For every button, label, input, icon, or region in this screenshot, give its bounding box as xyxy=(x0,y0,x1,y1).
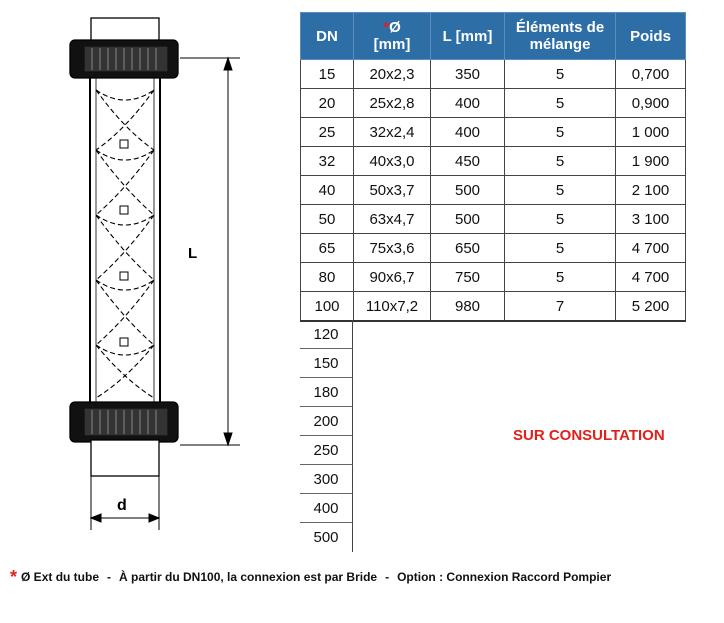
cell-length: 450 xyxy=(431,147,505,176)
cell-weight: 5 200 xyxy=(616,292,686,322)
cell-dn: 32 xyxy=(301,147,354,176)
cell-diameter: 50x3,7 xyxy=(354,176,431,205)
cell-elements: 5 xyxy=(505,234,616,263)
consultation-note: SUR CONSULTATION xyxy=(513,427,665,444)
table-row xyxy=(301,118,686,147)
cell-length: 500 xyxy=(431,205,505,234)
cell-elements: 5 xyxy=(505,89,616,118)
cell-length: 350 xyxy=(431,60,505,89)
cell-elements: 7 xyxy=(505,292,616,322)
cell-length: 750 xyxy=(431,263,505,292)
cell-dn: 20 xyxy=(301,89,354,118)
cell-diameter: 63x4,7 xyxy=(354,205,431,234)
cell-diameter: 75x3,6 xyxy=(354,234,431,263)
header-elements-line1: Éléments de xyxy=(515,19,605,36)
cell-elements: 5 xyxy=(505,263,616,292)
cell-length: 400 xyxy=(431,89,505,118)
cell-diameter: 40x3,0 xyxy=(354,147,431,176)
table-row xyxy=(301,176,686,205)
cell-diameter: 20x2,3 xyxy=(354,60,431,89)
cell-dn: 40 xyxy=(301,176,354,205)
header-weight: Poids xyxy=(616,13,686,60)
cell-length: 500 xyxy=(431,176,505,205)
cell-length: 400 xyxy=(431,118,505,147)
cell-elements: 5 xyxy=(505,60,616,89)
table-row xyxy=(301,60,686,89)
table-row xyxy=(301,205,686,234)
header-elements xyxy=(505,13,616,60)
cell-elements: 5 xyxy=(505,118,616,147)
header-diameter-star: * xyxy=(383,19,390,36)
header-row xyxy=(301,13,686,60)
cell-weight: 1 000 xyxy=(616,118,686,147)
table-row xyxy=(301,292,686,322)
list-item: 200 xyxy=(300,407,353,436)
list-item: 250 xyxy=(300,436,353,465)
cell-dn: 65 xyxy=(301,234,354,263)
footnote-part1: Ø Ext du tube xyxy=(21,570,100,584)
cell-dn: 100 xyxy=(301,292,354,322)
extra-dn-list xyxy=(300,320,353,552)
cell-dn: 50 xyxy=(301,205,354,234)
table-row xyxy=(301,263,686,292)
diameter-label: d xyxy=(117,497,127,514)
list-item: 300 xyxy=(300,465,353,494)
header-diameter-unit: [mm] xyxy=(373,36,411,53)
mixer-drawing xyxy=(0,0,300,560)
list-item: 150 xyxy=(300,349,353,378)
cell-elements: 5 xyxy=(505,205,616,234)
cell-weight: 0,900 xyxy=(616,89,686,118)
cell-length: 980 xyxy=(431,292,505,322)
footnote-part2: À partir du DN100, la connexion est par Bride xyxy=(119,570,378,584)
cell-diameter: 90x6,7 xyxy=(354,263,431,292)
header-length: L [mm] xyxy=(431,13,505,60)
cell-weight: 3 100 xyxy=(616,205,686,234)
cell-dn: 15 xyxy=(301,60,354,89)
spec-table xyxy=(300,12,686,322)
footnote xyxy=(10,565,611,586)
list-item: 120 xyxy=(300,320,353,349)
cell-elements: 5 xyxy=(505,176,616,205)
cell-diameter: 110x7,2 xyxy=(354,292,431,322)
list-item: 180 xyxy=(300,378,353,407)
list-item: 400 xyxy=(300,494,353,523)
footnote-separator: - xyxy=(385,570,390,584)
header-elements-line2: mélange xyxy=(529,36,591,53)
cell-weight: 4 700 xyxy=(616,263,686,292)
table-row xyxy=(301,234,686,263)
cell-diameter: 32x2,4 xyxy=(354,118,431,147)
table-row xyxy=(301,147,686,176)
cell-weight: 0,700 xyxy=(616,60,686,89)
footnote-star: * xyxy=(10,567,18,587)
header-diameter xyxy=(354,13,431,60)
cell-weight: 4 700 xyxy=(616,234,686,263)
footnote-separator: - xyxy=(107,570,112,584)
cell-weight: 2 100 xyxy=(616,176,686,205)
list-item: 500 xyxy=(300,523,353,552)
cell-dn: 25 xyxy=(301,118,354,147)
cell-weight: 1 900 xyxy=(616,147,686,176)
header-dn: DN xyxy=(301,13,354,60)
cell-diameter: 25x2,8 xyxy=(354,89,431,118)
cell-elements: 5 xyxy=(505,147,616,176)
table-row xyxy=(301,89,686,118)
cell-length: 650 xyxy=(431,234,505,263)
footnote-part3: Option : Connexion Raccord Pompier xyxy=(397,570,612,584)
cell-dn: 80 xyxy=(301,263,354,292)
length-label: L xyxy=(188,245,198,262)
header-diameter-symbol: Ø xyxy=(389,19,401,36)
